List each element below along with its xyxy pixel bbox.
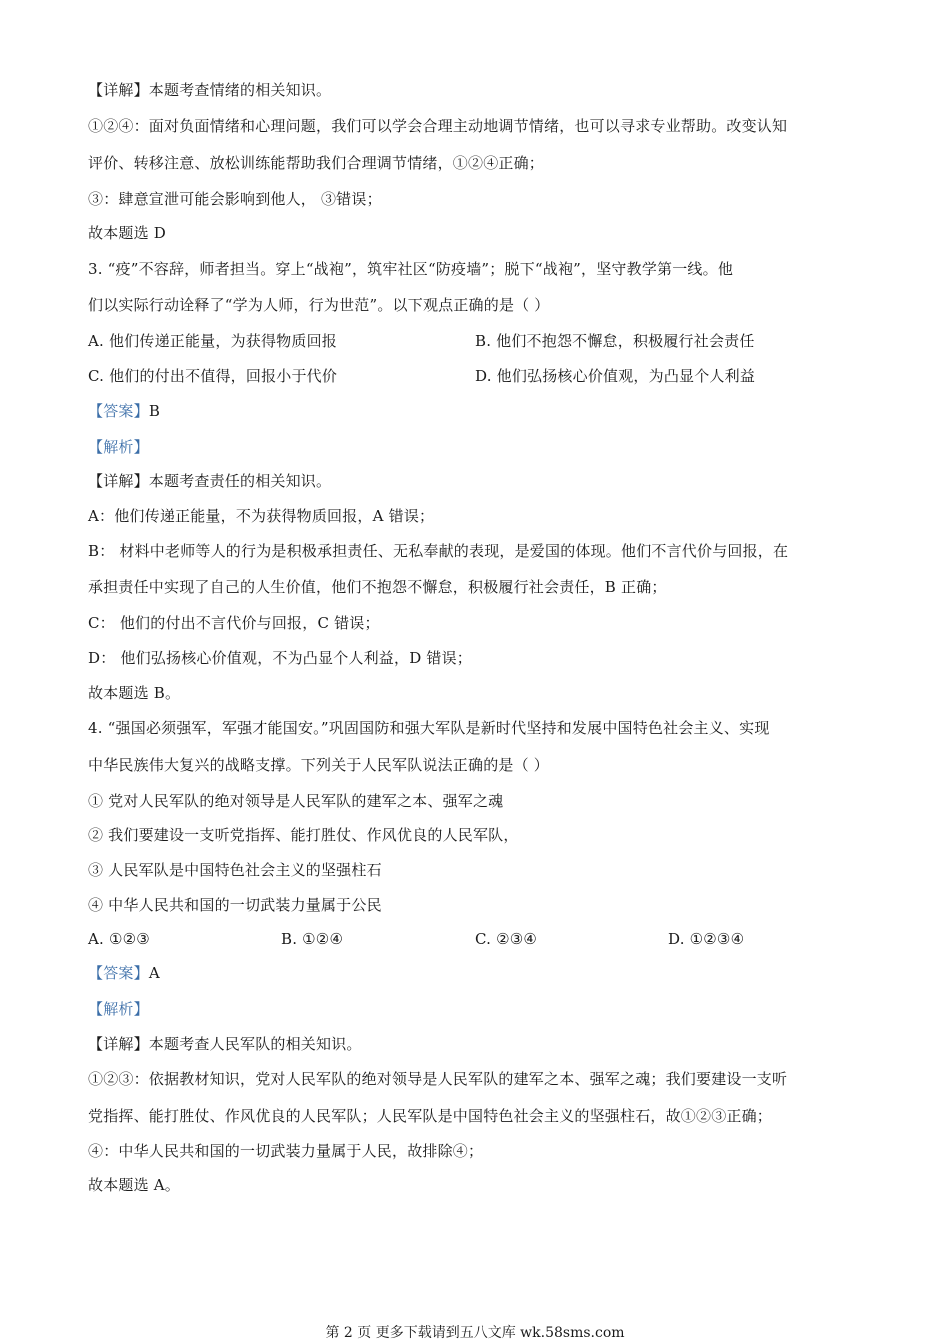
q2-detail: 【详解】本题考查情绪的相关知识。 — [88, 81, 332, 99]
q4-explain-line: 党指挥、能打胜仗、作风优良的人民军队；人民军队是中国特色社会主义的坚强柱石，故①②③正确； — [88, 1107, 773, 1125]
q4-stem: 中华民族伟大复兴的战略支撑。下列关于人民军队说法正确的是（ ） — [88, 756, 549, 774]
q4-conclusion: 故本题选 A。 — [88, 1176, 181, 1194]
answer-label: 【答案】 — [88, 402, 149, 420]
page-footer: 第 2 页 更多下载请到五八文库 wk.58sms.com — [325, 1325, 625, 1341]
q2-conclusion: 故本题选 D — [88, 224, 166, 242]
q4-stem: 4. “强国必须强军，军强才能国安。”巩固国防和强大军队是新时代坚持和发展中国特色社会主义、实现 — [88, 719, 770, 737]
q3-option-b: B. 他们不抱怨不懈怠，积极履行社会责任 — [475, 332, 755, 350]
q4-answer — [88, 963, 160, 983]
q3-analysis-label: 【解析】 — [88, 438, 149, 456]
q3-stem: 们以实际行动诠释了“学为人师，行为世范”。以下观点正确的是（ ） — [88, 296, 550, 314]
q3-option-d: D. 他们弘扬核心价值观，为凸显个人利益 — [475, 367, 756, 385]
q4-analysis-label: 【解析】 — [88, 1000, 149, 1018]
q3-option-c: C. 他们的付出不值得，回报小于代价 — [88, 367, 338, 385]
q2-explain-line: 评价、转移注意、放松训练能帮助我们合理调节情绪，①②④正确； — [88, 154, 545, 172]
answer-value: A — [148, 964, 160, 982]
q4-option-c: C. ②③④ — [475, 930, 538, 948]
q4-item: ④ 中华人民共和国的一切武装力量属于公民 — [88, 896, 382, 914]
answer-label: 【答案】 — [88, 964, 149, 982]
q3-explain-d: D： 他们弘扬核心价值观，不为凸显个人利益，D 错误； — [88, 649, 472, 667]
q4-explain-line: ①②③：依据教材知识，党对人民军队的绝对领导是人民军队的建军之本、强军之魂；我们要建设一支听 — [88, 1070, 788, 1088]
q2-explain-line: ①②④：面对负面情绪和心理问题，我们可以学会合理主动地调节情绪，也可以寻求专业帮助。改变认知 — [88, 117, 788, 135]
q4-explain-line: ④：中华人民共和国的一切武装力量属于人民，故排除④； — [88, 1142, 484, 1160]
q4-option-b: B. ①②④ — [281, 930, 344, 948]
q2-explain-line: ③：肆意宣泄可能会影响到他人， ③错误； — [88, 190, 382, 208]
q3-explain-a: A：他们传递正能量，不为获得物质回报，A 错误； — [88, 507, 435, 525]
q3-option-a: A. 他们传递正能量，为获得物质回报 — [88, 332, 337, 350]
q3-answer — [88, 401, 160, 421]
q3-detail: 【详解】本题考查责任的相关知识。 — [88, 472, 332, 490]
q3-conclusion: 故本题选 B。 — [88, 684, 181, 702]
q3-explain-b: 承担责任中实现了自己的人生价值，他们不抱怨不懈怠，积极履行社会责任，B 正确； — [88, 578, 667, 596]
q4-item: ③ 人民军队是中国特色社会主义的坚强柱石 — [88, 861, 382, 879]
q3-explain-b: B： 材料中老师等人的行为是积极承担责任、无私奉献的表现，是爱国的体现。他们不言代价与回报，在 — [88, 542, 789, 560]
q4-item: ① 党对人民军队的绝对领导是人民军队的建军之本、强军之魂 — [88, 792, 504, 810]
answer-value: B — [148, 402, 161, 420]
q3-stem: 3. “疫”不容辞，师者担当。穿上“战袍”，筑牢社区“防疫墙”；脱下“战袍”，坚守教学第一线。他 — [88, 260, 734, 278]
q4-option-d: D. ①②③④ — [668, 930, 745, 948]
q4-item: ② 我们要建设一支听党指挥、能打胜仗、作风优良的人民军队， — [88, 826, 519, 844]
q4-detail: 【详解】本题考查人民军队的相关知识。 — [88, 1035, 362, 1053]
q4-option-a: A. ①②③ — [88, 930, 150, 948]
q3-explain-c: C： 他们的付出不言代价与回报，C 错误； — [88, 614, 380, 632]
